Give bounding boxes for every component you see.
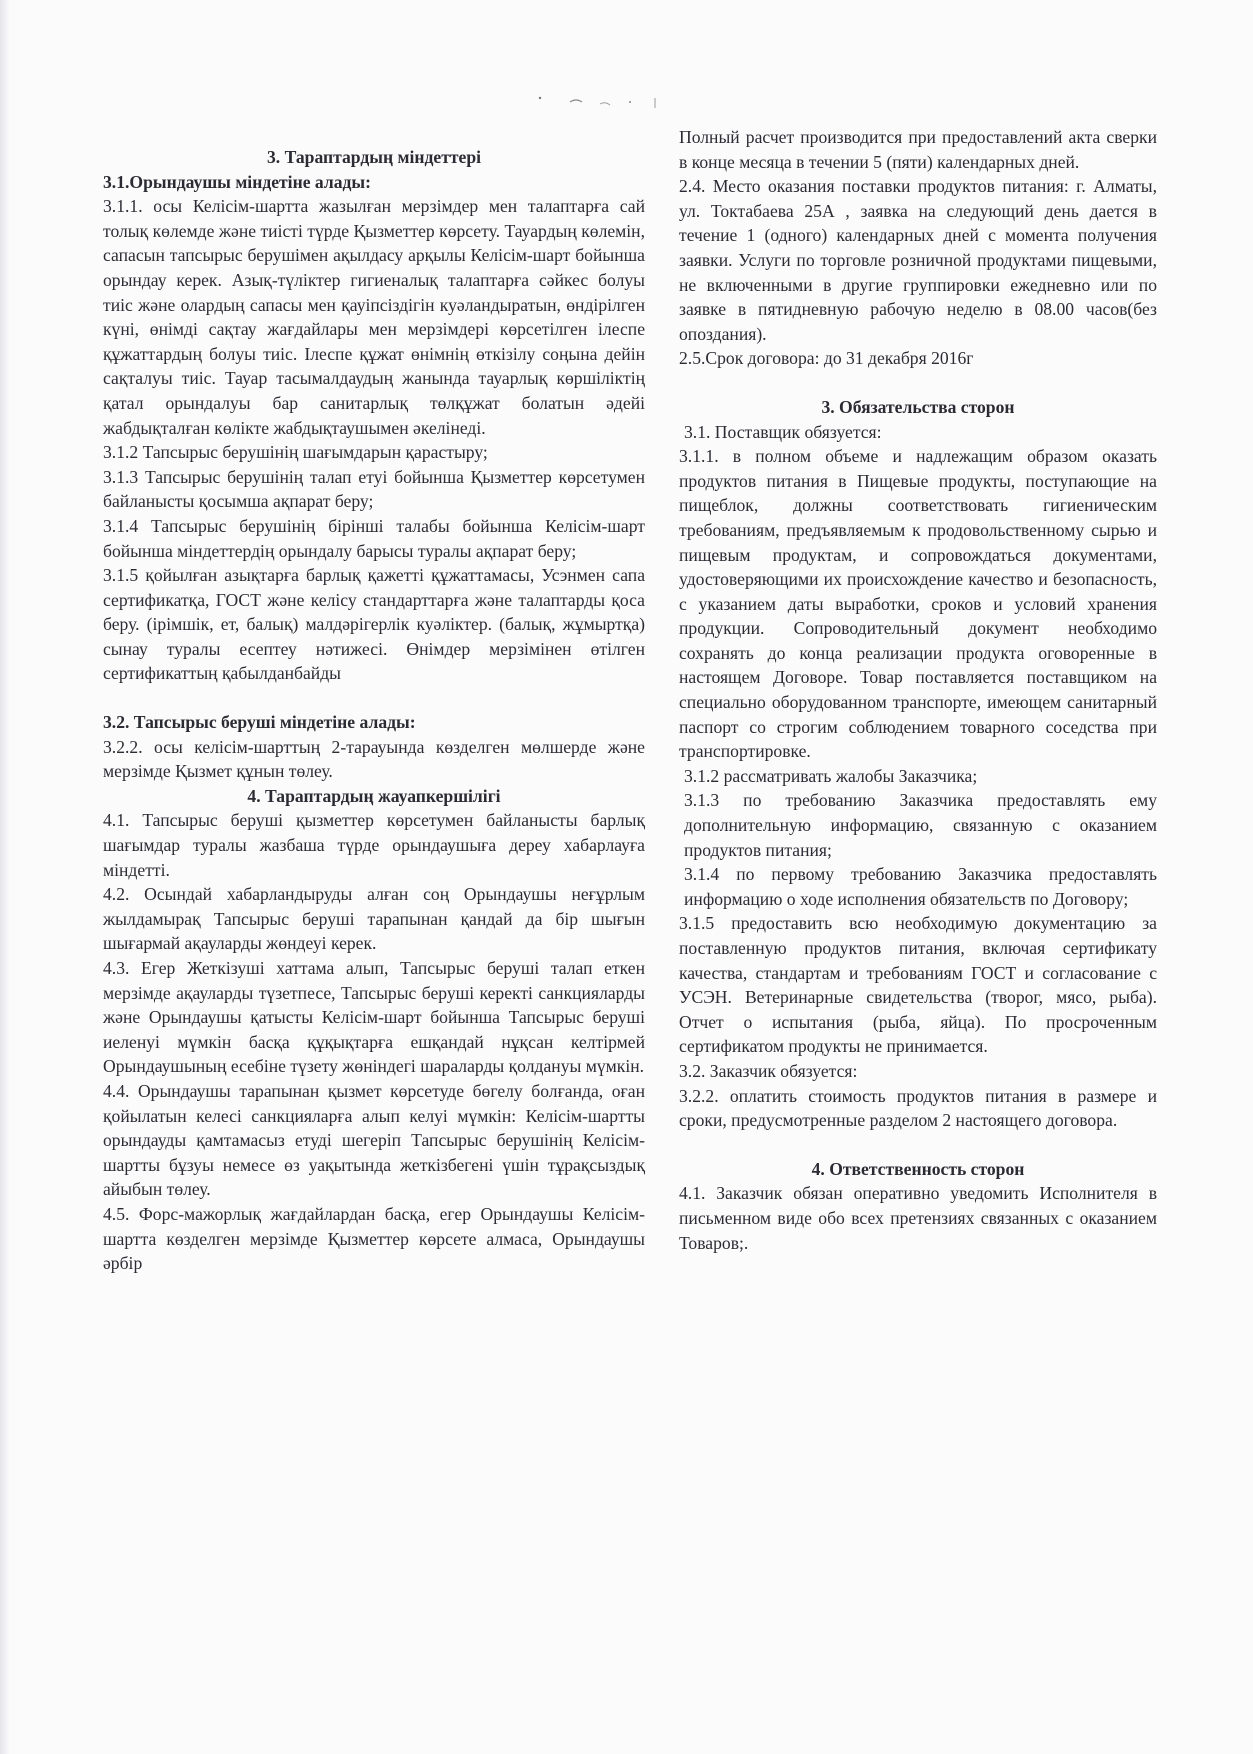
clause-3-1-4-ru: 3.1.4 по первому требованию Заказчика предоставлять информацию о ходе исполнения обязательств по Договору; [684, 864, 1157, 909]
clause-4-5-kz: 4.5. Форс-мажорлық жағдайлардан басқа, егер Орындаушы Келісім-шартта көзделген мерзімде Қызметтер көрсете алмаса, Орындаушы әрбір [103, 1203, 645, 1274]
clause-3-1-1-kz: 3.1.1. осы Келісім-шартта жазылған мерзімдер мен талаптарға сай толық көлемде және тиісті түрде Қызметтер көрсету. Тауардың көлемін, сапасын тапсырыс берушімен ақылдасу арқылы Келісім-шарт бойынша орындау керек. Азық-түліктер гигиеналық талаптарға сәйкес болуы тиіс және олардың сапасы мен қауіпсіздігін куәландыратын, өндірілген күні, өнімді сақтау жағдайлары мен мерзімдері көрсетілген ілеспе құжаттардың болуы тиіс. Ілеспе құжат өнімнің өткізілу соңына дейін сақталуы тиіс. Тауар тасымалдаудың жанында тауарлық көршіліктің қатал орындалуы бар санитарлық төлқұжат болатын әдейі жабдықталған көлікте жабдықтаушымен әкелінеді. [103, 196, 645, 438]
section-3-title-ru: 3. Обязательства сторон [821, 396, 1015, 417]
clause-3-1-5-kz: 3.1.5 қойылған азықтарға барлық қажетті құжаттамасы, Усэнмен сапа сертификатқа, ГОСТ және келісу стандарттарға және талаптарды қоса беру. (ірімшік, ет, балық) малдәрігерлік куәліктер. (балық, жұмыртқа) сынау туралы есептеу нәтижесі. Өнімдер мерзімінен өтілген сертификаттың қабылданбайды [103, 565, 645, 684]
clause-4-1-kz: 4.1. Тапсырыс беруші қызметтер көрсетумен байланысты барлық шағымдар туралы жазбаша түрде орындаушыға дереу хабарлауға міндетті. [103, 810, 645, 880]
right-column [679, 125, 1157, 1255]
payment-terms-ru: Полный расчет производится при предоставлений акта сверки в конце месяца в течении 5 (пяти) календарных дней. [679, 127, 1157, 172]
clause-2-5-ru: 2.5.Срок договора: до 31 декабря 2016г [679, 348, 974, 369]
section-4-title-ru: 4. Ответственность сторон [811, 1158, 1025, 1179]
section-3-2-title-ru: 3.2. Заказчик обязуется: [679, 1060, 858, 1081]
clause-3-2-2-ru: 3.2.2. оплатить стоимость продуктов питания в размере и сроки, предусмотренные разделом 2 настоящего договора. [679, 1085, 1157, 1131]
section-3-title-kz: 3. Тараптардың міндеттері [266, 147, 482, 167]
clause-4-3-kz: 4.3. Егер Жеткізуші хаттама алып, Тапсырыс беруші талап еткен мерзімде ақауларды түзетпесе, Тапсырыс беруші керекті санкцияларды және Орындаушы қатысты Келісім-шарт бойынша Тапсырыс беруші иеленуі мүмкін басқа құқықтарға ешқандай нұқсан келтірмей Орындаушының есебіне түзету жөніндегі шараларды қолдануы мүмкін. [103, 958, 645, 1077]
clause-3-1-2-ru: 3.1.2 рассматривать жалобы Заказчика; [684, 765, 978, 786]
clause-4-4-kz: 4.4. Орындаушы тарапынан қызмет көрсетуде бөгелу болғанда, оған қойылатын келесі санкцияларға алып келуі мүмкін: Келісім-шартты орындауды қамтамасыз етуді шегеріп Тапсырыс берушінің Келісім-шартты бұзуы немесе өз уақытында жеткізбегені үшін тұрақсыздық айыбын төлеу. [103, 1080, 645, 1200]
section-4-title-kz: 4. Тараптардың жауапкершілігі [247, 785, 501, 806]
section-3-1-title-ru: 3.1. Поставщик обязуется: [684, 421, 882, 442]
clause-4-2-kz: 4.2. Осындай хабарландыруды алған соң Орындаушы неғұрлым жылдамырақ Тапсырыс беруші тарапынан қандай да бір шығын шығармай ақауларды жөндеуі керек. [103, 884, 645, 954]
scan-edge-shadow [0, 0, 10, 1754]
section-3-2-title-kz: 3.2. Тапсырыс беруші міндетіне алады: [103, 712, 416, 733]
clause-3-1-4-kz: 3.1.4 Тапсырыс берушінің бірінші талабы бойынша Келісім-шарт бойынша міндеттердің орындалу барысы туралы ақпарат беру; [103, 515, 645, 561]
left-column [103, 125, 645, 1276]
clause-3-1-2-kz: 3.1.2 Тапсырыс берушінің шағымдарын қарастыру; [103, 442, 488, 463]
clause-4-1-ru: 4.1. Заказчик обязан оперативно уведомить Исполнителя в письменном виде обо всех претензиях связанных с оказанием Товаров;. [679, 1183, 1157, 1253]
clause-3-1-1-ru: 3.1.1. в полном объеме и надлежащим образом оказать продуктов питания в Пищевые продукты, поступающие на пищеблок, должны соответствовать гигиеническим требованиям, предъявляемым к продовольственному сырью и пищевым продуктам, и сопровождаться документами, удостоверяющими их происхождение качество и безопасность, с указанием даты выработки, сроков и условий хранения продукции. Сопроводительный документ необходимо сохранять до конца реализации продукта оговоренные в настоящем Договоре. Товар поставляется поставщиком на специально оборудованном транспорте, имеющем санитарный паспорт со строгим соблюдением товарного соседства при транспортировке. [679, 446, 1157, 762]
clause-3-1-3-kz: 3.1.3 Тапсырыс берушінің талап етуі бойынша Қызметтер көрсетумен байланысты қосымша ақпарат беру; [103, 466, 645, 512]
scan-specks [530, 90, 730, 114]
section-3-1-title-kz: 3.1.Орындаушы міндетіне алады: [103, 171, 372, 192]
clause-3-1-5-ru: 3.1.5 предоставить всю необходимую документацию за поставленную продуктов питания, включая сертификату качества, стандартам и требованиям ГОСТ и согласование с УСЭН. Ветеринарные свидетельства (творог, мясо, рыба). Отчет о испытания (рыба, яйца). По просроченным сертификатом продукты не принимается. [679, 913, 1157, 1057]
clause-3-2-2-kz: 3.2.2. осы келісім-шарттың 2-тарауында көзделген мөлшерде және мерзімде Қызмет құнын төлеу. [103, 736, 645, 782]
clause-3-1-3-ru: 3.1.3 по требованию Заказчика предоставлять ему дополнительную информацию, связанную с оказанием продуктов питания; [684, 790, 1157, 860]
clause-2-4-ru: 2.4. Место оказания поставки продуктов питания: г. Алматы, ул. Токтабаева 25А , заявка на следующий день дается в течение 1 (одного) календарных дней с момента получения заявки. Услуги по торговле розничной продуктами пищевыми, не включенными в другие группировки ежедневно или по заявке в пятидневную рабочую неделю в 08.00 часов(без опоздания). [679, 176, 1157, 344]
